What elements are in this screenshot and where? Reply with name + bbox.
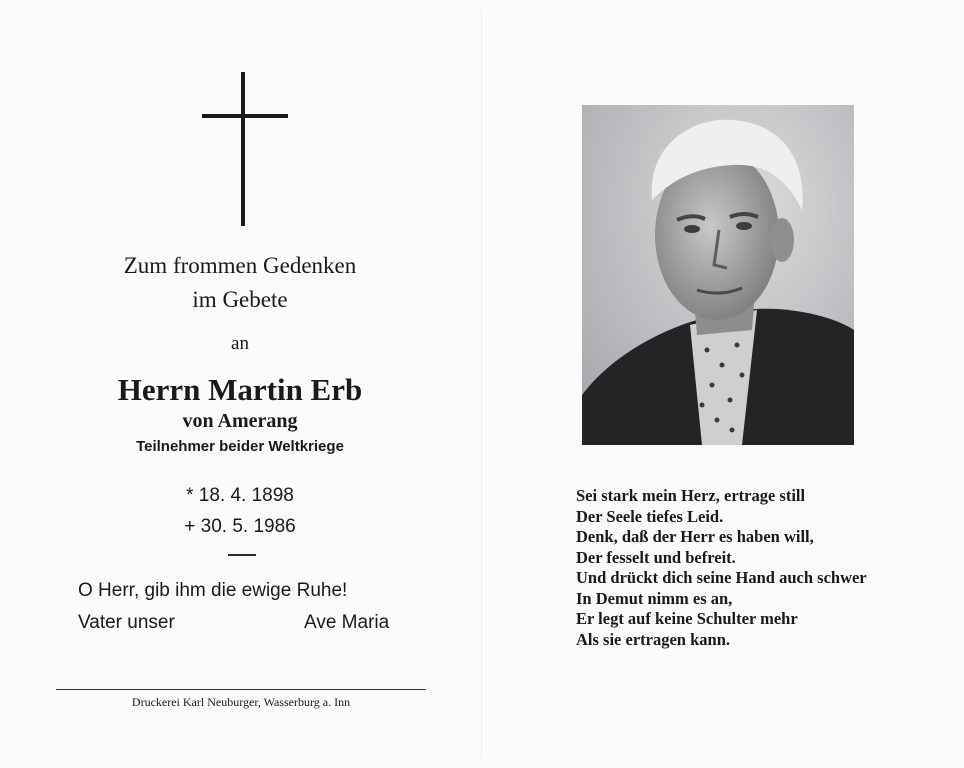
ave-maria-text: Ave Maria bbox=[304, 612, 390, 633]
right-panel bbox=[482, 0, 964, 768]
poem-line: In Demut nimm es an, bbox=[576, 588, 733, 608]
poem-line: Er legt auf keine Schulter mehr bbox=[576, 609, 798, 628]
poem-line: Sei stark mein Herz, ertrage still bbox=[576, 486, 806, 505]
poem-line: Und drückt dich seine Hand auch schwer bbox=[576, 568, 867, 587]
portrait-photo bbox=[582, 105, 854, 445]
role-text: Teilnehmer beider Weltkriege bbox=[136, 438, 344, 455]
birth-date: * 18. 4. 1898 bbox=[186, 485, 294, 506]
printer-rule bbox=[56, 689, 426, 690]
poem-line: Der Seele tiefes Leid. bbox=[576, 506, 724, 526]
intro-line-1: Zum frommen Gedenken bbox=[123, 253, 357, 278]
vater-unser-text: Vater unser bbox=[78, 612, 175, 633]
intro-line-2: im Gebete bbox=[192, 287, 288, 312]
cross-icon bbox=[202, 72, 288, 226]
poem-line: Als sie ertragen kann. bbox=[576, 629, 730, 649]
death-date: + 30. 5. 1986 bbox=[184, 516, 296, 537]
printer-credit: Druckerei Karl Neuburger, Wasserburg a. Inn bbox=[131, 695, 351, 709]
origin-text: von Amerang bbox=[182, 410, 298, 432]
deceased-name: Herrn Martin Erb bbox=[117, 372, 363, 407]
divider-dash bbox=[228, 554, 256, 556]
poem-line: Denk, daß der Herr es haben will, bbox=[576, 527, 814, 546]
an-text: an bbox=[231, 333, 249, 354]
prayer-text: O Herr, gib ihm die ewige Ruhe! bbox=[78, 580, 348, 601]
poem-line: Der fesselt und befreit. bbox=[576, 547, 736, 567]
poem bbox=[576, 486, 867, 650]
left-panel bbox=[0, 0, 481, 768]
